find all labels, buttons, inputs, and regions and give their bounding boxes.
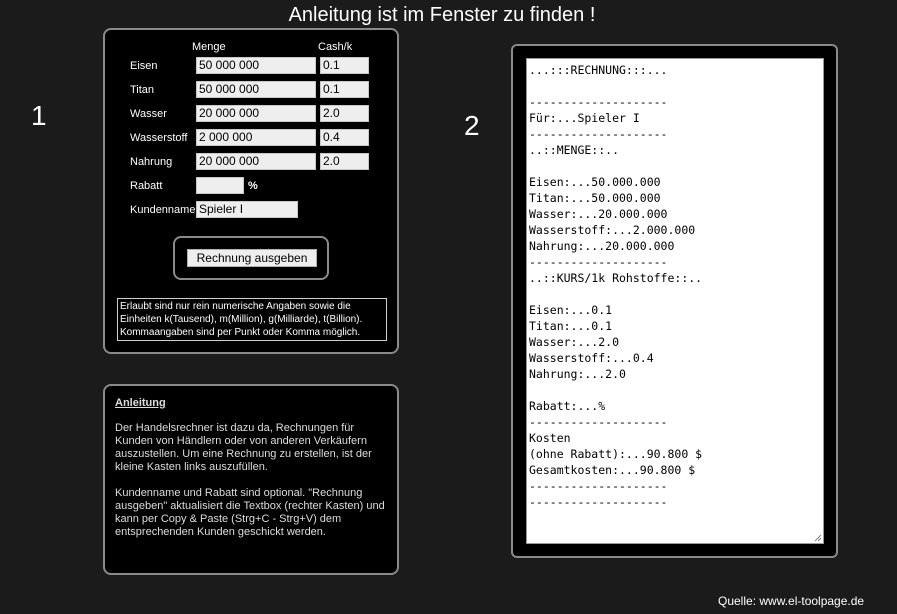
titan-amount-input[interactable]: 50 000 000 [196,81,316,98]
page-title: Anleitung ist im Fenster zu finden ! [288,4,596,26]
invoice-output-line: Wasserstoff:...0.4 [529,351,654,365]
row-label-nahrung: Nahrung [130,156,173,168]
customer-name-label: Kundenname [130,204,196,216]
section-number-2: 2 [464,110,480,141]
invoice-form-panel [103,28,399,354]
eisen-cash-input[interactable]: 0.1 [320,57,369,74]
invoice-output-line: Eisen:...50.000.000 [529,175,661,189]
generate-invoice-button[interactable]: Rechnung ausgeben [187,249,317,267]
invoice-output-line: Für:...Spieler I [529,111,640,125]
section-number-1: 1 [31,100,47,131]
invoice-output-line: ..::MENGE::.. [529,143,620,157]
eisen-amount-input[interactable]: 50 000 000 [196,57,316,74]
invoice-output-line [529,286,821,302]
invoice-output-line: ..::KURS/1k Rohstoffe::.. [529,271,703,285]
invoice-output-line: Rabatt:...% [529,399,606,413]
invoice-output-line: Nahrung:...2.0 [529,367,626,381]
invoice-output-line: -------------------- [529,127,668,141]
button-frame [173,236,329,280]
guide-panel [103,384,399,575]
cash-column-header: Cash/k [318,41,353,53]
guide-paragraph-1: Der Handelsrechner ist dazu da, Rechnungen für Kunden von Händlern oder von anderen Verkäufern auszustellen. Um eine Rechnung zu erstellen, ist der kleine Kasten links auszufüllen. [115,422,372,473]
wasser-cash-input[interactable]: 2.0 [320,105,369,122]
invoice-output-line: -------------------- [529,495,668,509]
invoice-output-line: -------------------- [529,415,668,429]
nahrung-cash-input[interactable]: 2.0 [320,153,369,170]
invoice-output-line: -------------------- [529,479,668,493]
guide-paragraph-2: Kundenname und Rabatt sind optional. "Rechnung ausgeben" aktualisiert die Textbox (rechter Kasten) und kann per Copy & Paste (Strg+C - Strg+V) dem entsprechenden Kunden geschickt werden. [115,487,385,538]
discount-percent-sign: % [248,180,258,192]
nahrung-amount-input[interactable]: 20 000 000 [196,153,316,170]
discount-input[interactable] [196,177,244,194]
invoice-output-line [529,158,821,174]
row-label-wasser: Wasser [130,108,167,120]
wasserstoff-amount-input[interactable]: 2 000 000 [196,129,316,146]
input-hint-note: Erlaubt sind nur rein numerische Angaben sowie die Einheiten k(Tausend), m(Million), g(Milliarde), t(Billion). Kommaangaben sind per Punkt oder Komma möglich. [117,298,387,341]
amount-column-header: Menge [192,41,226,53]
invoice-output-line: Titan:...0.1 [529,319,613,333]
invoice-output-lines [529,62,821,510]
guide-text [115,422,391,552]
invoice-output-line: Kosten [529,431,571,445]
customer-name-input[interactable]: Spieler I [196,201,298,218]
source-credit: Quelle: www.el-toolpage.de [718,594,865,608]
invoice-output-line: Wasser:...20.000.000 [529,207,668,221]
invoice-output-line: Wasserstoff:...2.000.000 [529,223,696,237]
discount-label: Rabatt [130,180,163,192]
wasser-amount-input[interactable]: 20 000 000 [196,105,316,122]
titan-cash-input[interactable]: 0.1 [320,81,369,98]
invoice-output-line: (ohne Rabatt):...90.800 $ [529,447,703,461]
invoice-output-line [529,382,821,398]
invoice-output-line: Nahrung:...20.000.000 [529,239,675,253]
invoice-output-line: ...:::RECHNUNG:::... [529,63,668,77]
resize-grip-icon[interactable] [813,533,822,542]
invoice-output-line: -------------------- [529,255,668,269]
invoice-output-line: Wasser:...2.0 [529,335,620,349]
invoice-output-line: -------------------- [529,95,668,109]
row-label-wasserstoff: Wasserstoff [130,132,188,144]
invoice-output-textbox[interactable] [526,58,824,544]
guide-title: Anleitung [115,397,166,409]
invoice-output-line [529,78,821,94]
invoice-output-line: Gesamtkosten:...90.800 $ [529,463,696,477]
invoice-output-frame [511,44,838,558]
invoice-output-line: Titan:...50.000.000 [529,191,661,205]
wasserstoff-cash-input[interactable]: 0.4 [320,129,369,146]
row-label-titan: Titan [130,84,155,96]
row-label-eisen: Eisen [130,60,158,72]
invoice-output-line: Eisen:...0.1 [529,303,613,317]
